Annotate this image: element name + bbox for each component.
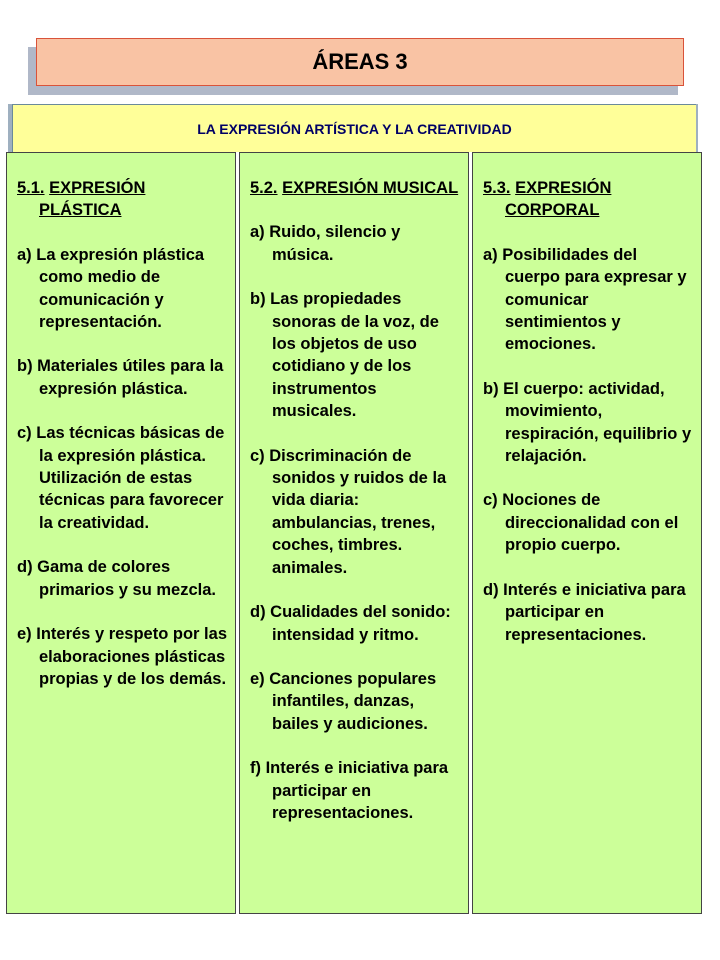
heading-text: EXPRESIÓN PLÁSTICA: [39, 179, 146, 220]
heading-number: 5.1.: [17, 179, 45, 197]
list-item: f) Interés e iniciativa para participar en representaciones.: [250, 759, 449, 822]
column-expresion-corporal: [472, 152, 702, 914]
list-item: e) Canciones populares infantiles, danzas, bailes y audiciones.: [250, 669, 437, 733]
heading-number: 5.2.: [250, 179, 278, 197]
list-item: b) Materiales útiles para la expresión plástica.: [17, 357, 224, 398]
list-item: b) Las propiedades sonoras de la voz, de los objetos de uso cotidiano y de los instrumentos musicales.: [250, 290, 439, 421]
list-item: a) Posibilidades del cuerpo para expresar y comunicar sentimientos y emociones.: [483, 245, 687, 354]
list-item: c) Las técnicas básicas de la expresión plástica. Utilización de estas técnicas para favorecer la creatividad.: [17, 424, 225, 532]
list-item: c) Nociones de direccionalidad con el propio cuerpo.: [483, 491, 679, 555]
list-item: a) La expresión plástica como medio de comunicación y representación.: [17, 245, 205, 332]
heading-text: EXPRESIÓN MUSICAL: [282, 179, 459, 197]
list-item: d) Interés e iniciativa para participar en representaciones.: [483, 580, 686, 644]
list-item: a) Ruido, silencio y música.: [250, 223, 401, 264]
column-heading: [483, 177, 693, 222]
column-expresion-musical: [239, 152, 469, 914]
page-title: ÁREAS 3: [36, 38, 684, 86]
heading-number: 5.3.: [483, 179, 511, 197]
column-heading: [250, 177, 460, 199]
column-heading: [17, 177, 227, 222]
list-item: d) Cualidades del sonido: intensidad y ritmo.: [250, 603, 451, 644]
list-item: b) El cuerpo: actividad, movimiento, respiración, equilibrio y relajación.: [483, 379, 692, 466]
page-subtitle: LA EXPRESIÓN ARTÍSTICA Y LA CREATIVIDAD: [12, 104, 696, 152]
list-item: e) Interés y respeto por las elaboraciones plásticas propias y de los demás.: [17, 625, 227, 688]
heading-text: EXPRESIÓN CORPORAL: [505, 179, 612, 220]
list-item: d) Gama de colores primarios y su mezcla.: [17, 558, 216, 599]
column-expresion-plastica: [6, 152, 236, 914]
list-item: c) Discriminación de sonidos y ruidos de la vida diaria: ambulancias, trenes, coches, timbres. animales.: [250, 446, 447, 577]
